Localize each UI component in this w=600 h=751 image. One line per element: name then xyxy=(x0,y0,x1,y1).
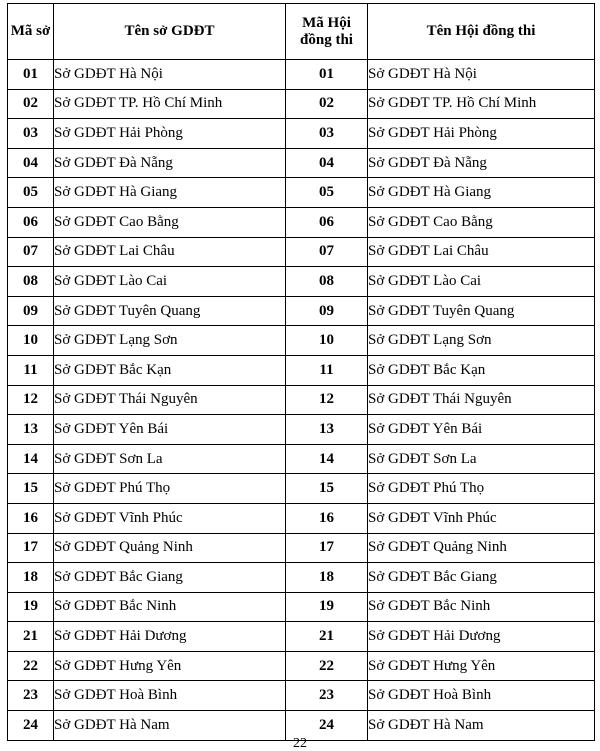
council-code-cell: 21 xyxy=(286,622,368,652)
table-row xyxy=(8,178,595,208)
council-code-cell: 16 xyxy=(286,503,368,533)
dept-code-cell: 23 xyxy=(8,681,54,711)
table-row xyxy=(8,119,595,149)
council-code-cell: 07 xyxy=(286,237,368,267)
dept-code-cell: 10 xyxy=(8,326,54,356)
council-code-cell: 08 xyxy=(286,267,368,297)
council-code-cell: 14 xyxy=(286,444,368,474)
table-row xyxy=(8,444,595,474)
council-name-cell: Sở GDĐT Vĩnh Phúc xyxy=(368,503,595,533)
council-code-cell: 04 xyxy=(286,148,368,178)
header-council-name: Tên Hội đồng thi xyxy=(368,4,595,60)
council-name-cell: Sở GDĐT Bắc Giang xyxy=(368,563,595,593)
council-name-cell: Sở GDĐT TP. Hồ Chí Minh xyxy=(368,89,595,119)
header-dept-name: Tên sở GDĐT xyxy=(54,4,286,60)
dept-name-cell: Sở GDĐT Hà Nội xyxy=(54,60,286,90)
dept-name-cell: Sở GDĐT Hoà Bình xyxy=(54,681,286,711)
dept-name-cell: Sở GDĐT Đà Nẵng xyxy=(54,148,286,178)
table-row xyxy=(8,622,595,652)
council-name-cell: Sở GDĐT Hà Giang xyxy=(368,178,595,208)
dept-name-cell: Sở GDĐT TP. Hồ Chí Minh xyxy=(54,89,286,119)
dept-code-cell: 21 xyxy=(8,622,54,652)
council-name-cell: Sở GDĐT Thái Nguyên xyxy=(368,385,595,415)
dept-name-cell: Sở GDĐT Vĩnh Phúc xyxy=(54,503,286,533)
dept-name-cell: Sở GDĐT Hà Nam xyxy=(54,711,286,741)
council-name-cell: Sở GDĐT Yên Bái xyxy=(368,415,595,445)
dept-code-cell: 24 xyxy=(8,711,54,741)
dept-code-cell: 05 xyxy=(8,178,54,208)
exam-council-table xyxy=(7,3,595,751)
table-row xyxy=(8,474,595,504)
dept-name-cell: Sở GDĐT Phú Thọ xyxy=(54,474,286,504)
council-name-cell: Sở GDĐT Hà Nội xyxy=(368,60,595,90)
council-name-cell: Sở GDĐT Hà Nam xyxy=(368,711,595,741)
dept-code-cell: 16 xyxy=(8,503,54,533)
table-row xyxy=(8,267,595,297)
council-name-cell: Sở GDĐT Bắc Ninh xyxy=(368,592,595,622)
dept-name-cell: Sở GDĐT Thái Nguyên xyxy=(54,385,286,415)
table-body xyxy=(8,60,595,751)
table-row xyxy=(8,237,595,267)
table-row xyxy=(8,326,595,356)
council-name-cell: Sở GDĐT Hải Dương xyxy=(368,622,595,652)
dept-code-cell: 04 xyxy=(8,148,54,178)
council-code-cell: 13 xyxy=(286,415,368,445)
council-code-cell: 06 xyxy=(286,207,368,237)
dept-code-cell: 11 xyxy=(8,355,54,385)
table-row xyxy=(8,207,595,237)
council-name-cell: Sở GDĐT Lào Cai xyxy=(368,267,595,297)
council-name-cell: Sở GDĐT Bắc Kạn xyxy=(368,355,595,385)
dept-code-cell: 06 xyxy=(8,207,54,237)
dept-code-cell: 17 xyxy=(8,533,54,563)
dept-code-cell: 15 xyxy=(8,474,54,504)
table-header-row xyxy=(8,4,595,60)
dept-name-cell: Sở GDĐT Bắc Kạn xyxy=(54,355,286,385)
council-name-cell: Sở GDĐT Hải Phòng xyxy=(368,119,595,149)
council-code-cell: 17 xyxy=(286,533,368,563)
council-code-cell: 01 xyxy=(286,60,368,90)
council-name-cell: Sở GDĐT Cao Bằng xyxy=(368,207,595,237)
council-code-cell: 18 xyxy=(286,563,368,593)
council-name-cell: Sở GDĐT Phú Thọ xyxy=(368,474,595,504)
dept-name-cell: Sở GDĐT Lai Châu xyxy=(54,237,286,267)
table-row xyxy=(8,503,595,533)
dept-name-cell: Sở GDĐT Hải Dương xyxy=(54,622,286,652)
council-name-cell: Sở GDĐT Lạng Sơn xyxy=(368,326,595,356)
dept-name-cell: Sở GDĐT Lạng Sơn xyxy=(54,326,286,356)
table-row xyxy=(8,60,595,90)
header-council-code: Mã Hội đồng thi xyxy=(286,4,368,60)
table-row xyxy=(8,651,595,681)
council-code-cell: 02 xyxy=(286,89,368,119)
dept-code-cell: 19 xyxy=(8,592,54,622)
dept-code-cell: 08 xyxy=(8,267,54,297)
dept-name-cell: Sở GDĐT Sơn La xyxy=(54,444,286,474)
table-row xyxy=(8,681,595,711)
dept-code-cell: 18 xyxy=(8,563,54,593)
table-row xyxy=(8,385,595,415)
council-code-cell: 15 xyxy=(286,474,368,504)
dept-name-cell: Sở GDĐT Bắc Giang xyxy=(54,563,286,593)
table-row xyxy=(8,355,595,385)
council-code-cell: 12 xyxy=(286,385,368,415)
table-row xyxy=(8,415,595,445)
council-code-cell: 05 xyxy=(286,178,368,208)
dept-code-cell: 13 xyxy=(8,415,54,445)
table-row xyxy=(8,533,595,563)
header-dept-code: Mã sở xyxy=(8,4,54,60)
dept-code-cell: 01 xyxy=(8,60,54,90)
council-name-cell: Sở GDĐT Quảng Ninh xyxy=(368,533,595,563)
table-row xyxy=(8,148,595,178)
dept-name-cell: Sở GDĐT Hưng Yên xyxy=(54,651,286,681)
council-name-cell: Sở GDĐT Lai Châu xyxy=(368,237,595,267)
dept-code-cell: 12 xyxy=(8,385,54,415)
dept-name-cell: Sở GDĐT Yên Bái xyxy=(54,415,286,445)
council-code-cell: 03 xyxy=(286,119,368,149)
council-name-cell: Sở GDĐT Sơn La xyxy=(368,444,595,474)
council-code-cell: 19 xyxy=(286,592,368,622)
dept-name-cell: Sở GDĐT Hà Giang xyxy=(54,178,286,208)
dept-code-cell: 07 xyxy=(8,237,54,267)
council-code-cell: 10 xyxy=(286,326,368,356)
table-row xyxy=(8,296,595,326)
dept-code-cell: 09 xyxy=(8,296,54,326)
dept-name-cell: Sở GDĐT Quảng Ninh xyxy=(54,533,286,563)
page-number: 22 xyxy=(293,736,307,751)
dept-name-cell: Sở GDĐT Lào Cai xyxy=(54,267,286,297)
dept-name-cell: Sở GDĐT Tuyên Quang xyxy=(54,296,286,326)
council-name-cell: Sở GDĐT Hoà Bình xyxy=(368,681,595,711)
dept-code-cell: 03 xyxy=(8,119,54,149)
dept-code-cell: 22 xyxy=(8,651,54,681)
table-row xyxy=(8,89,595,119)
council-code-cell: 09 xyxy=(286,296,368,326)
dept-name-cell: Sở GDĐT Hải Phòng xyxy=(54,119,286,149)
dept-code-cell: 14 xyxy=(8,444,54,474)
dept-code-cell: 02 xyxy=(8,89,54,119)
council-code-cell: 11 xyxy=(286,355,368,385)
council-code-cell: 23 xyxy=(286,681,368,711)
council-code-cell: 24 xyxy=(286,711,368,741)
dept-name-cell: Sở GDĐT Bắc Ninh xyxy=(54,592,286,622)
council-name-cell: Sở GDĐT Đà Nẵng xyxy=(368,148,595,178)
table-row xyxy=(8,592,595,622)
table-row xyxy=(8,563,595,593)
council-name-cell: Sở GDĐT Tuyên Quang xyxy=(368,296,595,326)
dept-name-cell: Sở GDĐT Cao Bằng xyxy=(54,207,286,237)
council-name-cell: Sở GDĐT Hưng Yên xyxy=(368,651,595,681)
council-code-cell: 22 xyxy=(286,651,368,681)
